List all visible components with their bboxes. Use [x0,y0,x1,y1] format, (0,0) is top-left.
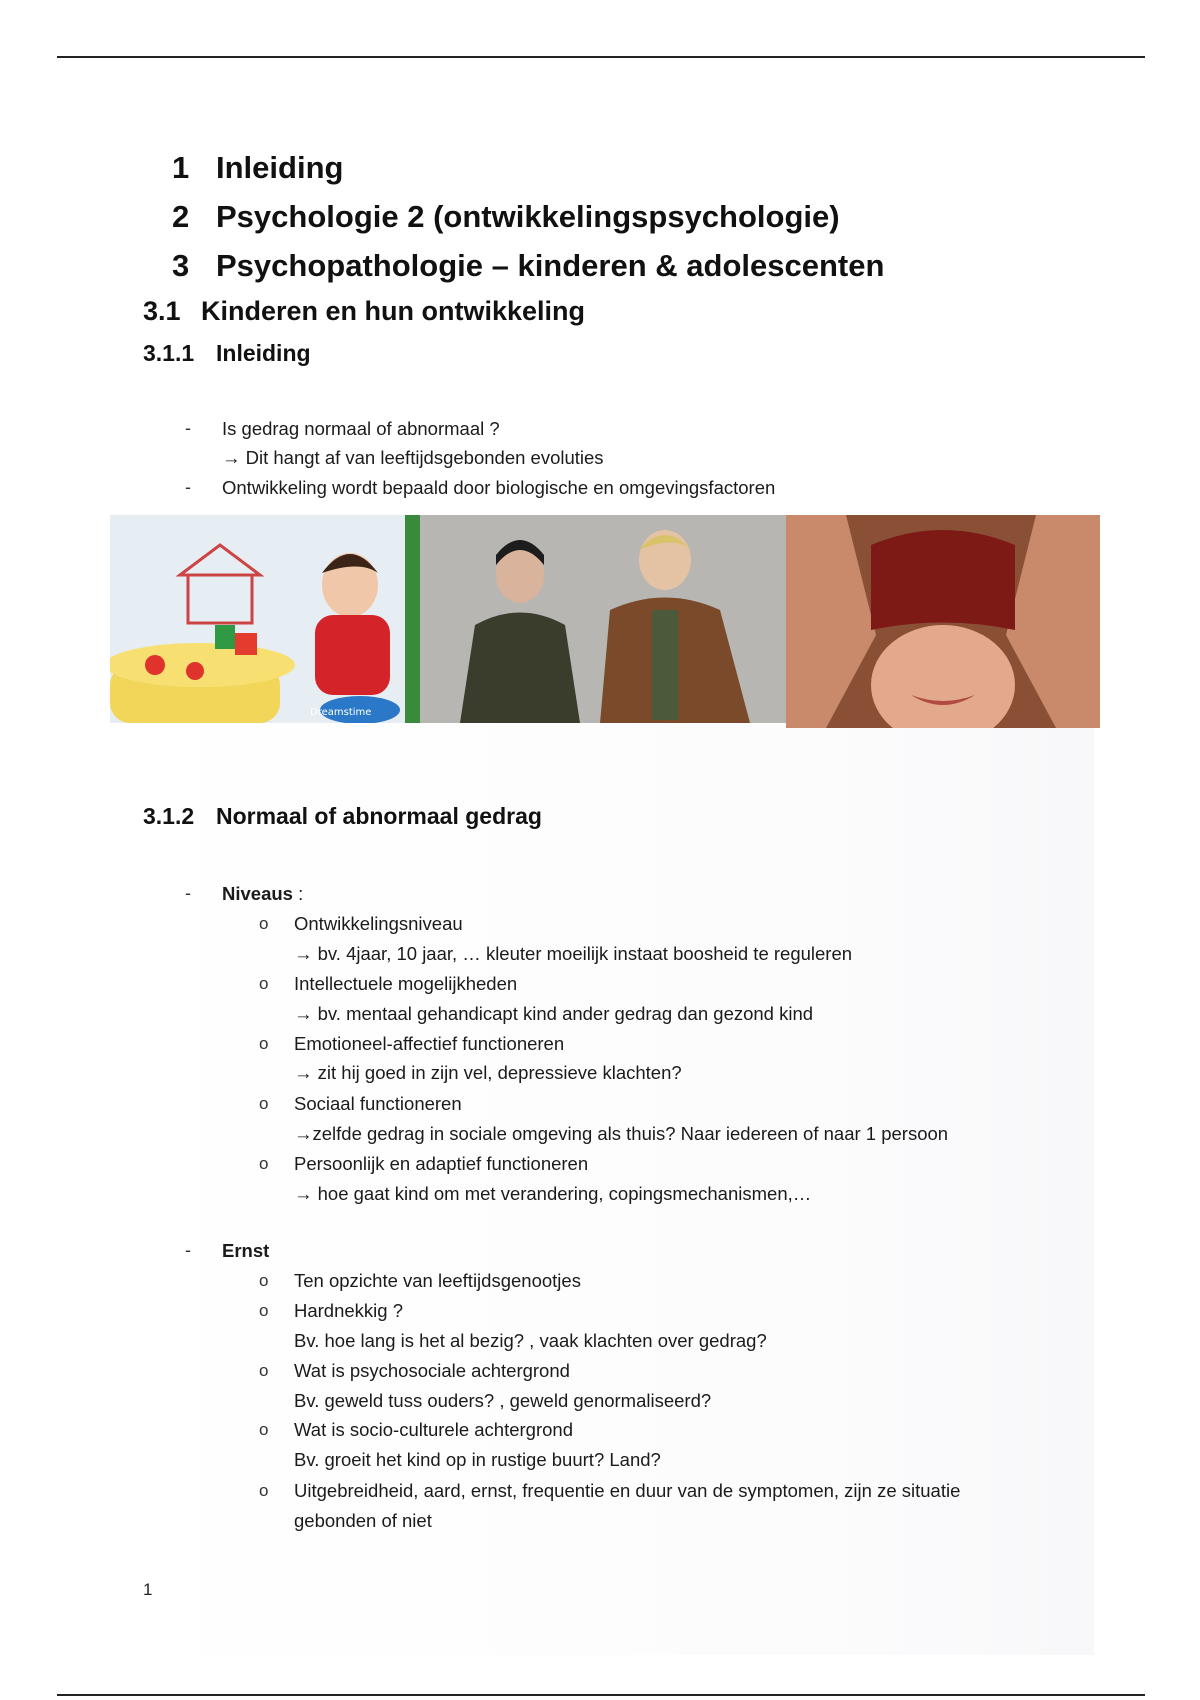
heading-3-1 [143,296,585,327]
dash-bullet: - [185,418,191,438]
heading-title: Psychologie 2 (ontwikkelingspsychologie) [216,199,840,234]
niveau-item-1-sub: → bv. 4jaar, 10 jaar, … kleuter moeilijk instaat boosheid te reguleren [294,943,853,964]
ernst-item-1: Ten opzichte van leeftijdsgenootjes [294,1270,581,1291]
page-number: 1 [143,1580,153,1599]
niveau-item-1: Ontwikkelingsniveau [294,913,463,934]
photo-teenagers [420,515,786,723]
niveau-item-5: Persoonlijk en adaptief functioneren [294,1153,589,1174]
heading-2-psychologie [172,199,840,235]
circle-bullet: o [259,1094,269,1113]
heading-title: Psychopathologie – kinderen & adolescenten [216,248,885,283]
ernst-item-2: Hardnekkig ? [294,1300,404,1321]
circle-bullet: o [259,1481,269,1500]
heading-3-1-2 [143,803,542,830]
watermark-text: Dreamstime [310,707,372,718]
circle-bullet: o [259,1034,269,1053]
heading-number: 3 [172,248,190,283]
circle-bullet: o [259,1301,269,1320]
heading-title: Inleiding [216,340,311,366]
niveau-item-5-sub: → hoe gaat kind om met verandering, copingsmechanismen,… [294,1183,812,1204]
heading-3-1-1 [143,340,311,367]
photo-toddler-playing [110,515,420,723]
hiding-face-illustration [786,515,1100,728]
teenagers-illustration [420,515,786,723]
heading-title: Inleiding [216,150,344,185]
heading-title: Normaal of abnormaal gedrag [216,803,542,829]
header-rule [57,56,1145,58]
niveau-item-4: Sociaal functioneren [294,1093,462,1114]
circle-bullet: o [259,1154,269,1173]
niveau-item-3-sub: → zit hij goed in zijn vel, depressieve klachten? [294,1062,682,1083]
heading-3-psychopathologie [172,248,884,284]
dash-bullet: - [185,883,191,903]
heading-number: 3.1.2 [143,803,195,829]
dash-bullet: - [185,1240,191,1260]
dash-bullet: - [185,477,191,497]
niveau-item-4-sub: →zelfde gedrag in sociale omgeving als thuis? Naar iedereen of naar 1 persoon [294,1123,949,1144]
ernst-item-3-sub: Bv. geweld tuss ouders? , geweld genormaliseerd? [294,1390,712,1411]
ernst-item-2-sub: Bv. hoe lang is het al bezig? , vaak klachten over gedrag? [294,1330,767,1351]
niveau-item-2: Intellectuele mogelijkheden [294,973,518,994]
heading-number: 3.1 [143,296,181,326]
niveaus-label: Niveaus [222,883,293,904]
intro-item-2: Ontwikkeling wordt bepaald door biologische en omgevingsfactoren [222,477,776,498]
niveau-item-3: Emotioneel-affectief functioneren [294,1033,565,1054]
footer-rule [57,1694,1145,1696]
heading-number: 2 [172,199,190,234]
circle-bullet: o [259,1420,269,1439]
circle-bullet: o [259,1271,269,1290]
circle-bullet: o [259,1361,269,1380]
ernst-item-5: Uitgebreidheid, aard, ernst, frequentie en duur van de symptomen, zijn ze situatie [294,1480,961,1501]
ernst-item-4-sub: Bv. groeit het kind op in rustige buurt? Land? [294,1449,661,1470]
heading-number: 3.1.1 [143,340,195,366]
heading-number: 1 [172,150,190,185]
circle-bullet: o [259,914,269,933]
heading-1-inleiding [172,150,343,186]
niveaus-heading [222,883,303,905]
toddler-illustration [110,515,420,723]
ernst-item-3: Wat is psychosociale achtergrond [294,1360,570,1381]
photo-strip [110,515,1100,728]
niveau-item-2-sub: → bv. mentaal gehandicapt kind ander gedrag dan gezond kind [294,1003,814,1024]
ernst-item-5-sub: gebonden of niet [294,1510,432,1531]
niveaus-suffix: : [292,883,304,904]
intro-item-1-sub: → Dit hangt af van leeftijdsgebonden evoluties [222,447,604,468]
heading-title: Kinderen en hun ontwikkeling [201,296,586,326]
photo-hiding-face [786,515,1100,728]
circle-bullet: o [259,974,269,993]
ernst-label: Ernst [222,1240,270,1261]
ernst-item-4: Wat is socio-culturele achtergrond [294,1419,573,1440]
intro-item-1: Is gedrag normaal of abnormaal ? [222,418,500,439]
